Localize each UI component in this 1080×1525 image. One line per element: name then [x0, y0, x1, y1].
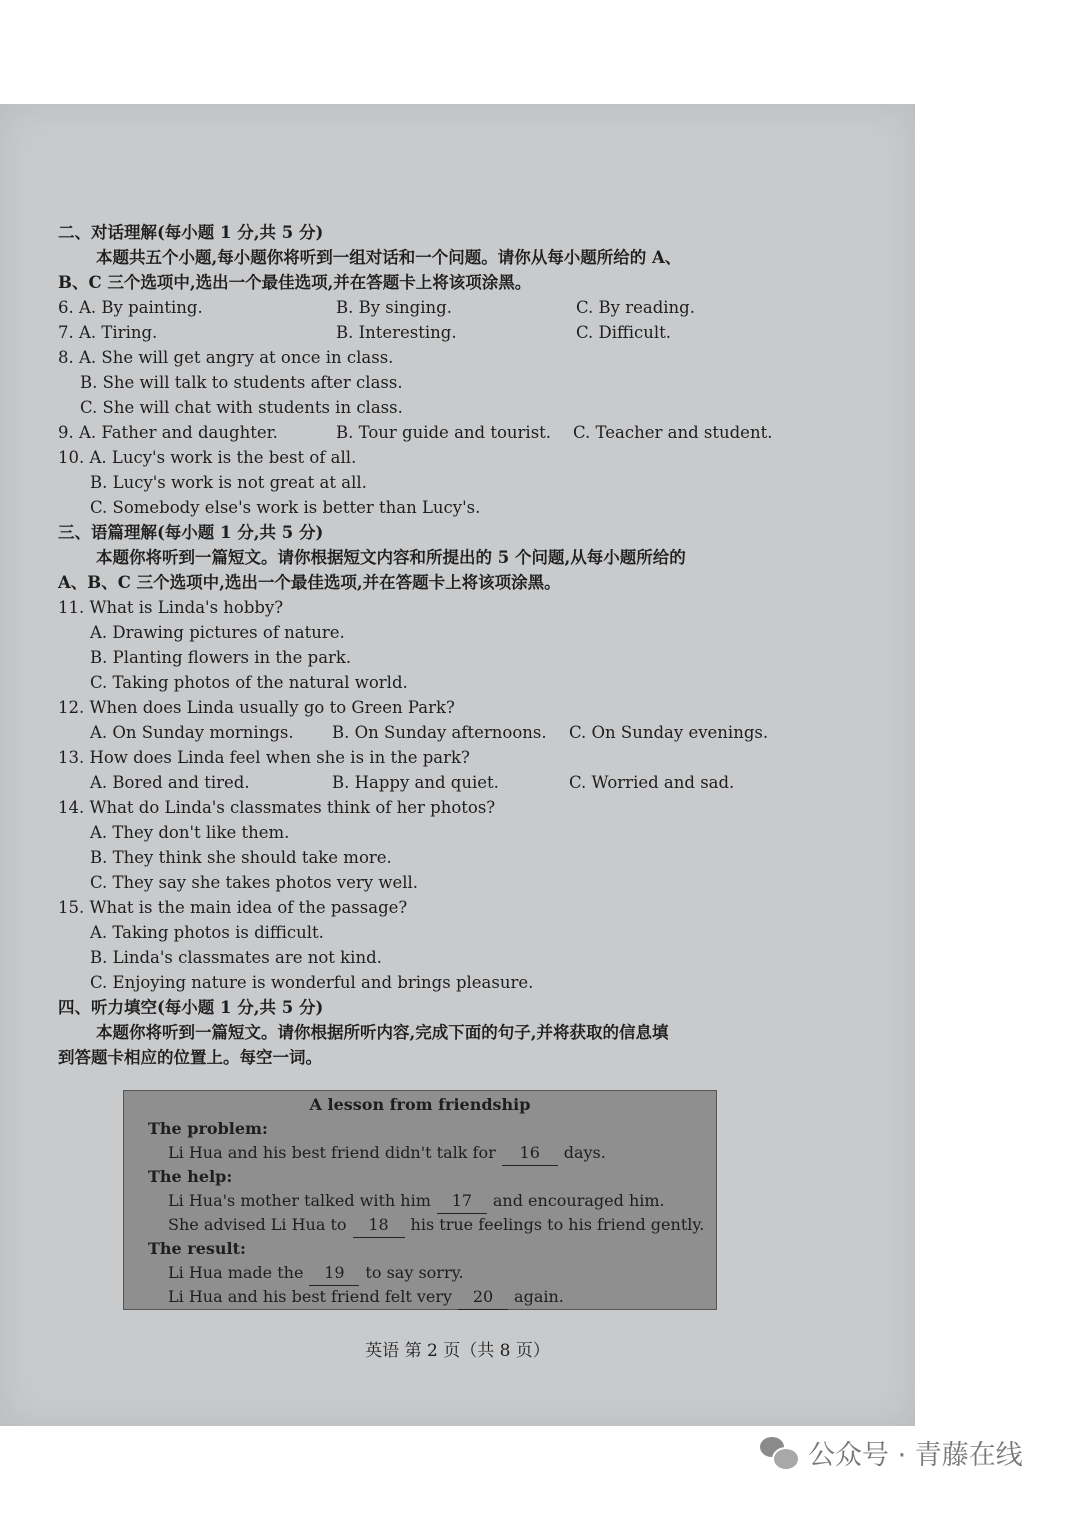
q11-stem: 11. What is Linda's hobby? — [58, 598, 284, 617]
q8-option-c: C. She will chat with students in class. — [80, 398, 403, 417]
q7-option-b: B. Interesting. — [336, 323, 457, 342]
section2-heading: 二、对话理解(每小题 1 分,共 5 分) — [58, 223, 324, 242]
exam-content — [58, 220, 818, 1070]
q12-option-c: C. On Sunday evenings. — [569, 723, 769, 742]
table-title: A lesson from friendship — [309, 1095, 531, 1114]
problem-heading: The problem: — [148, 1119, 268, 1138]
q15-option-b: B. Linda's classmates are not kind. — [90, 948, 382, 967]
fill-in-table — [123, 1090, 717, 1310]
blank-19: 19 — [309, 1261, 359, 1286]
line17-text-b: and encouraged him. — [492, 1191, 665, 1210]
help-line-1 — [124, 1189, 716, 1213]
section3-heading: 三、语篇理解(每小题 1 分,共 5 分) — [58, 523, 324, 542]
q12-stem: 12. When does Linda usually go to Green Park? — [58, 698, 455, 717]
q12-options — [58, 720, 818, 745]
blank-16: 16 — [502, 1141, 558, 1166]
q13-option-c: C. Worried and sad. — [569, 773, 735, 792]
q9-option-a: 9. A. Father and daughter. — [58, 423, 278, 442]
section4-instruction-1: 本题你将听到一篇短文。请你根据所听内容,完成下面的句子,并将获取的信息填 — [96, 1023, 669, 1042]
q10-option-b: B. Lucy's work is not great at all. — [90, 473, 367, 492]
q8-option-b: B. She will talk to students after class. — [80, 373, 403, 392]
line20-text-b: again. — [514, 1287, 564, 1306]
line20-text-a: Li Hua and his best friend felt very — [168, 1287, 453, 1306]
q11-option-b: B. Planting flowers in the park. — [90, 648, 352, 667]
blank-18: 18 — [353, 1213, 405, 1238]
question-9 — [58, 420, 818, 445]
q13-option-a: A. Bored and tired. — [90, 773, 250, 792]
q11-option-a: A. Drawing pictures of nature. — [90, 623, 345, 642]
q12-option-a: A. On Sunday mornings. — [90, 723, 294, 742]
help-heading: The help: — [148, 1167, 233, 1186]
q13-options — [58, 770, 818, 795]
section3-instruction-2: A、B、C 三个选项中,选出一个最佳选项,并在答题卡上将该项涂黑。 — [58, 573, 561, 592]
q9-option-c: C. Teacher and student. — [573, 423, 773, 442]
question-6 — [58, 295, 818, 320]
result-heading: The result: — [148, 1239, 246, 1258]
question-7 — [58, 320, 818, 345]
line16-text-a: Li Hua and his best friend didn't talk for — [168, 1143, 496, 1162]
q11-option-c: C. Taking photos of the natural world. — [90, 673, 408, 692]
q8-option-a: 8. A. She will get angry at once in class. — [58, 348, 394, 367]
q10-option-a: 10. A. Lucy's work is the best of all. — [58, 448, 357, 467]
line18-text-a: She advised Li Hua to — [168, 1215, 347, 1234]
blank-20: 20 — [458, 1285, 508, 1310]
q15-option-a: A. Taking photos is difficult. — [90, 923, 324, 942]
section2-instruction-2: B、C 三个选项中,选出一个最佳选项,并在答题卡上将该项涂黑。 — [58, 273, 532, 292]
q6-option-a: 6. A. By painting. — [58, 298, 203, 317]
line19-text-a: Li Hua made the — [168, 1263, 304, 1282]
q6-option-c: C. By reading. — [576, 298, 695, 317]
line19-text-b: to say sorry. — [365, 1263, 464, 1282]
q7-option-c: C. Difficult. — [576, 323, 672, 342]
line17-text-a: Li Hua's mother talked with him — [168, 1191, 431, 1210]
section2-instruction-1: 本题共五个小题,每小题你将听到一组对话和一个问题。请你从每小题所给的 A、 — [96, 248, 682, 267]
q14-option-a: A. They don't like them. — [90, 823, 290, 842]
line18-text-b: his true feelings to his friend gently. — [410, 1215, 705, 1234]
result-line-2 — [124, 1285, 716, 1309]
problem-line — [124, 1141, 716, 1165]
q14-option-c: C. They say she takes photos very well. — [90, 873, 419, 892]
section4-instruction-2: 到答题卡相应的位置上。每空一词。 — [58, 1048, 322, 1067]
q14-stem: 14. What do Linda's classmates think of her photos? — [58, 798, 496, 817]
q13-stem: 13. How does Linda feel when she is in the park? — [58, 748, 470, 767]
q6-option-b: B. By singing. — [336, 298, 452, 317]
watermark — [760, 1432, 1023, 1472]
result-line-1 — [124, 1261, 716, 1285]
section3-instruction-1: 本题你将听到一篇短文。请你根据短文内容和所提出的 5 个问题,从每小题所给的 — [96, 548, 686, 567]
help-line-2 — [124, 1213, 716, 1237]
page-footer: 英语 第 2 页（共 8 页） — [365, 1341, 550, 1361]
q15-stem: 15. What is the main idea of the passage? — [58, 898, 408, 917]
q12-option-b: B. On Sunday afternoons. — [332, 723, 547, 742]
line16-text-b: days. — [563, 1143, 606, 1162]
q7-option-a: 7. A. Tiring. — [58, 323, 158, 342]
blank-17: 17 — [437, 1189, 487, 1214]
q14-option-b: B. They think she should take more. — [90, 848, 392, 867]
q9-option-b: B. Tour guide and tourist. — [336, 423, 552, 442]
wechat-icon — [760, 1435, 800, 1469]
q13-option-b: B. Happy and quiet. — [332, 773, 499, 792]
section4-heading: 四、听力填空(每小题 1 分,共 5 分) — [58, 998, 324, 1017]
q15-option-c: C. Enjoying nature is wonderful and brings pleasure. — [90, 973, 534, 992]
q10-option-c: C. Somebody else's work is better than Lucy's. — [90, 498, 481, 517]
watermark-text: 公众号 · 青藤在线 — [808, 1439, 1023, 1471]
